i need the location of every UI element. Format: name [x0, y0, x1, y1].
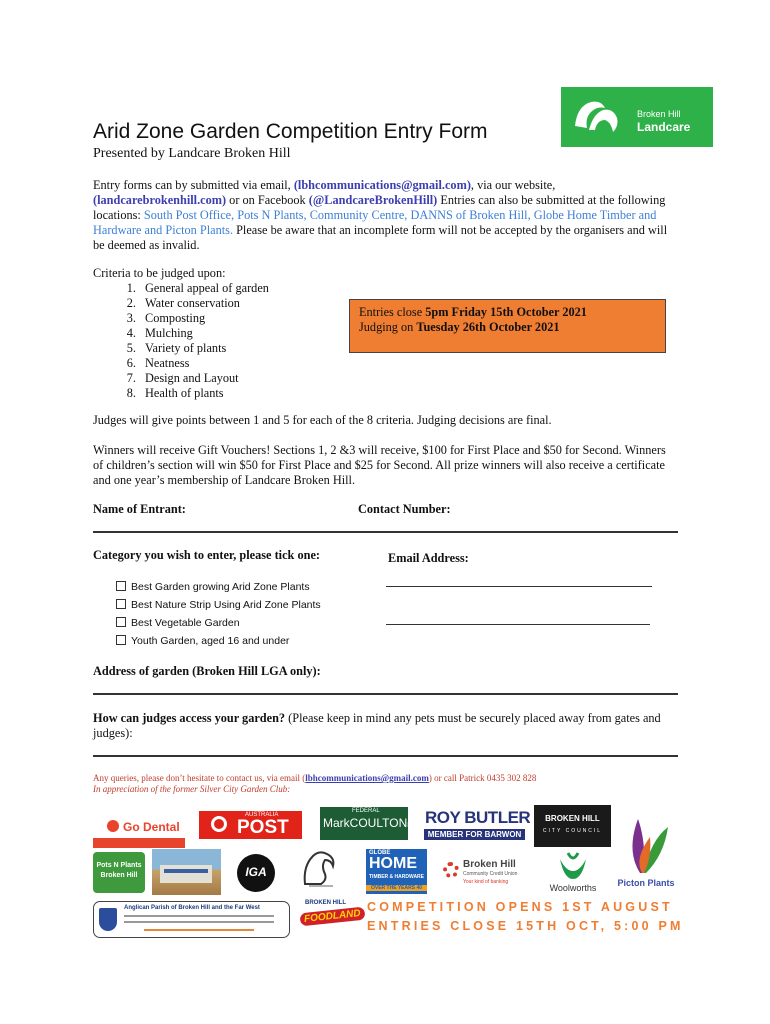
name-label: Name of Entrant: [93, 502, 186, 516]
criteria-item: 1. General appeal of garden [139, 281, 269, 296]
council-name: BROKEN HILL [545, 814, 600, 823]
globe-text-4: OVER THE YEARS 40 [366, 885, 427, 891]
criteria-heading: Criteria to be judged upon: [93, 266, 226, 280]
pots-n-plants-logo [93, 852, 145, 893]
credit-union-tagline: Your kind of banking [463, 879, 509, 885]
checkbox-icon[interactable] [116, 617, 126, 627]
credit-union-icon [443, 862, 459, 878]
iga-text: IGA [245, 865, 267, 879]
intro-text-1: Entry forms can by submitted via email, [93, 178, 294, 192]
entries-close-banner: ENTRIES CLOSE 15TH OCT, 5:00 PM [367, 919, 684, 933]
criteria-item: 5. Variety of plants [139, 341, 269, 356]
woolworths-text: Woolworths [549, 883, 597, 893]
judge-prefix: Judging on [359, 320, 417, 334]
credit-union-name: Broken Hill [463, 859, 516, 870]
pots-n-plants-town: Broken Hill [100, 872, 138, 879]
intro-facebook-link[interactable]: (@LandcareBrokenHill) [308, 193, 438, 207]
checkbox-icon[interactable] [116, 581, 126, 591]
prizes-text: Winners will receive Gift Vouchers! Sections 1, 2 &3 will receive, $100 for First Place and $50 for Second. Winners of children’s section will win $50 for First Place and $25 for Second. All prize winners will also receive a certificate and one year’s membership of Landcare Broken Hill. [93, 443, 666, 487]
access-label: How can judges access your garden? [93, 711, 286, 725]
intro-email-link[interactable]: (lbhcommunications@gmail.com) [293, 178, 471, 192]
globe-text-1: GLOBE [369, 850, 391, 856]
credit-union-logo [441, 858, 531, 890]
access-line[interactable] [93, 755, 678, 757]
woolworths-logo [541, 851, 605, 895]
contact-label: Contact Number: [358, 502, 451, 516]
roy-butler-logo [424, 808, 531, 841]
close-prefix: Entries close [359, 305, 426, 319]
woolworths-icon [556, 851, 590, 881]
criteria-item: 4. Mulching [139, 326, 269, 341]
anglican-parish-name: Anglican Parish of Broken Hill and the Far West [124, 905, 260, 911]
go-dental-logo [93, 808, 185, 848]
credit-union-subtitle: Community Credit Union [463, 871, 518, 877]
category-checkbox-4[interactable] [116, 635, 289, 647]
name-contact-line[interactable] [93, 531, 678, 533]
category-option-label: Youth Garden, aged 16 and under [131, 635, 290, 647]
criteria-section [93, 266, 269, 401]
go-dental-text: Go Dental [123, 820, 180, 834]
foodland-town: BROKEN HILL [305, 900, 346, 906]
foodland-name: FOODLAND [299, 907, 365, 927]
competition-opens-banner: COMPETITION OPENS 1ST AUGUST [367, 900, 673, 914]
queries-text-2: ) or call Patrick 0435 302 828 [428, 773, 537, 783]
mark-coulton-text: MarkCOULTON [323, 816, 408, 830]
horse-club-logo [291, 844, 349, 894]
criteria-item: 3. Composting [139, 311, 269, 326]
category-checkbox-3[interactable] [116, 617, 240, 629]
globe-text-2: HOME [369, 855, 417, 872]
access-note: (Please keep in mind any pets must be securely placed away from gates and judges): [93, 711, 661, 740]
roy-butler-title: MEMBER FOR BARWON [424, 829, 525, 840]
picton-plants-text: Picton Plants [617, 878, 675, 888]
close-date: 5pm Friday 15th October 2021 [425, 305, 587, 319]
category-option-label: Best Vegetable Garden [131, 617, 240, 629]
foodland-logo [297, 898, 365, 931]
category-checkbox-2[interactable] [116, 599, 321, 611]
anglican-parish-logo [93, 901, 290, 938]
category-label: Category you wish to enter, please tick one: [93, 548, 321, 562]
intro-text-5: Please be aware that an incomplete form will not be accepted by the organisers and will be deemed as invalid. [93, 223, 668, 252]
globe-home-logo [366, 849, 427, 894]
landcare-logo-line1: Broken Hill [637, 109, 681, 119]
email-label: Email Address: [388, 551, 469, 565]
council-subtitle: CITY COUNCIL [542, 828, 603, 834]
broken-hill-council-logo [534, 805, 611, 847]
roy-butler-name: ROY BUTLER [425, 808, 531, 827]
category-option-label: Best Nature Strip Using Arid Zone Plants [131, 599, 321, 611]
landcare-hands-icon [567, 92, 627, 142]
australia-post-top: AUSTRALIA [245, 812, 279, 818]
australia-post-text: POST [237, 817, 289, 838]
checkbox-icon[interactable] [116, 599, 126, 609]
tooth-icon [107, 820, 119, 832]
criteria-item: 8. Health of plants [139, 386, 269, 401]
parish-crest-icon [99, 908, 117, 931]
horse-icon [291, 844, 349, 894]
globe-text-3: TIMBER & HARDWARE [369, 874, 424, 880]
post-icon [211, 816, 227, 832]
intro-locations: South Post Office, Pots N Plants, Community Centre, DANNS of Broken Hill, Globe Home Timber and Hardware and Picton Plants. [93, 208, 657, 237]
leaf-icon [616, 811, 676, 877]
page-subtitle: Presented by Landcare Broken Hill [93, 146, 291, 161]
intro-paragraph [93, 178, 673, 253]
picton-plants-logo [614, 811, 678, 891]
dates-callout [349, 299, 666, 353]
page-title: Arid Zone Garden Competition Entry Form [93, 120, 488, 143]
community-centre-photo [152, 849, 221, 895]
intro-website-link[interactable]: (landcarebrokenhill.com) [93, 193, 227, 207]
appreciation-text: In appreciation of the former Silver City Garden Club: [93, 784, 291, 794]
intro-text-2: , via our website, [470, 178, 556, 192]
intro-text-4: Entries can also be submitted at the following locations: [93, 193, 666, 222]
landcare-logo [561, 87, 713, 147]
pots-n-plants-name: Pots N Plants [96, 862, 142, 869]
australia-post-logo [199, 811, 302, 839]
mark-coulton-mp: MP [407, 822, 418, 829]
category-option-label: Best Garden growing Arid Zone Plants [131, 581, 310, 593]
criteria-item: 7. Design and Layout [139, 371, 269, 386]
mark-coulton-top: FEDERAL [352, 808, 380, 814]
criteria-list [93, 281, 269, 401]
mark-coulton-logo [320, 807, 418, 840]
queries-text-1: Any queries, please don’t hesitate to contact us, via email ( [93, 773, 306, 783]
criteria-item: 2. Water conservation [139, 296, 269, 311]
address-line[interactable] [93, 693, 678, 695]
iga-logo [237, 854, 275, 892]
criteria-item: 6. Neatness [139, 356, 269, 371]
category-checkbox-1[interactable] [116, 581, 310, 593]
email-line-1[interactable] [386, 586, 652, 587]
address-label: Address of garden (Broken Hill LGA only): [93, 664, 321, 678]
queries-text [93, 773, 536, 783]
email-line-2[interactable] [386, 624, 650, 625]
checkbox-icon[interactable] [116, 635, 126, 645]
judge-date: Tuesday 26th October 2021 [416, 320, 560, 334]
intro-text-3: or on Facebook [226, 193, 309, 207]
access-question [93, 711, 678, 741]
judging-text: Judges will give points between 1 and 5 for each of the 8 criteria. Judging decisions are final. [93, 413, 552, 427]
queries-email-link[interactable]: lbhcommunications@gmail.com [305, 773, 429, 783]
landcare-logo-line2: Landcare [637, 120, 691, 134]
